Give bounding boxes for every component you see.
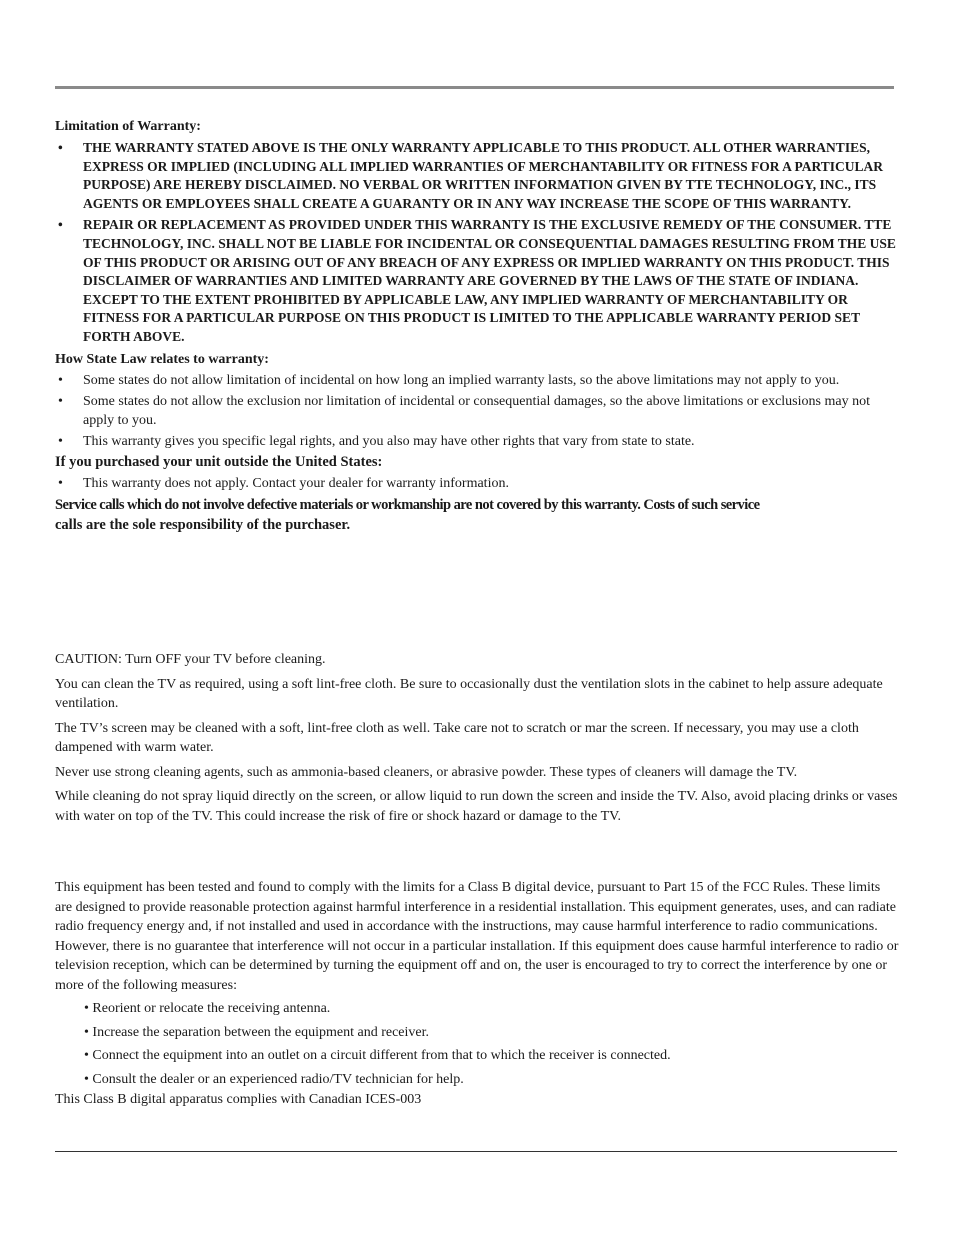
state-law-list: [55, 371, 900, 451]
fcc-measure: • Increase the separation between the equipment and receiver.: [84, 1024, 430, 1040]
state-law-item: • This warranty gives you specific legal rights, and you also may have other rights that vary from state to state.: [55, 432, 900, 451]
care-paragraph: Never use strong cleaning agents, such as ammonia-based cleaners, or abrasive powder. These types of cleaners will damage the TV.: [55, 764, 798, 780]
limitation-item: • THE WARRANTY STATED ABOVE IS THE ONLY WARRANTY APPLICABLE TO THIS PRODUCT. ALL OTHER WARRANTIES, EXPRESS OR IMPLIED (INCLUDING ALL IMPLIED WARRANTIES OF MERCHANTABILITY OR FITNESS FOR A PARTICULAR PURPOSE) ARE HEREBY DISCLAIMED. NO VERBAL OR WRITTEN INFORMATION GIVEN BY TTE TECHNOLOGY, INC., ITS AGENTS OR EMPLOYEES SHALL CREATE A GUARANTY OR IN ANY WAY INCREASE THE SCOPE OF THIS WARRANTY.: [55, 139, 900, 213]
warranty-section: [55, 117, 900, 535]
outside-us-list: [55, 474, 900, 493]
fcc-measures-list: [55, 999, 900, 1089]
outside-us-item: • This warranty does not apply. Contact your dealer for warranty information.: [55, 474, 900, 493]
limitation-list: [55, 139, 900, 347]
service-note-line-2: calls are the sole responsibility of the purchaser.: [55, 516, 351, 533]
service-calls-note: [55, 495, 900, 535]
service-note-line-1: Service calls which do not involve defective materials or workmanship are not covered by this warranty. Costs of such service: [55, 496, 760, 513]
outside-us-heading: If you purchased your unit outside the United States:: [55, 453, 383, 470]
fcc-section: [55, 878, 900, 1110]
fcc-measure: • Connect the equipment into an outlet on a circuit different from that to which the receiver is connected.: [84, 1048, 671, 1063]
state-law-heading: How State Law relates to warranty:: [55, 351, 269, 367]
limitation-heading: Limitation of Warranty:: [55, 119, 201, 134]
canada-compliance: This Class B digital apparatus complies with Canadian ICES-003: [55, 1092, 422, 1107]
care-paragraph: CAUTION: Turn OFF your TV before cleaning.: [55, 652, 326, 667]
state-law-item: • Some states do not allow limitation of incidental on how long an implied warranty lasts, so the above limitations may not apply to you.: [55, 371, 900, 390]
top-rule: [55, 86, 894, 89]
care-paragraph: While cleaning do not spray liquid directly on the screen, or allow liquid to run down the screen and inside the TV. Also, avoid placing drinks or vases with water on top of the TV. This could increase the risk of fire or shock hazard or damage to the TV.: [55, 789, 898, 824]
state-law-item: • Some states do not allow the exclusion nor limitation of incidental or consequential damages, so the above limitations or exclusions may not apply to you.: [55, 392, 900, 430]
fcc-measure: • Consult the dealer or an experienced radio/TV technician for help.: [84, 1071, 464, 1087]
bottom-rule: [55, 1151, 897, 1152]
care-paragraph: You can clean the TV as required, using a soft lint-free cloth. Be sure to occasionally dust the ventilation slots in the cabinet to help assure adequate ventilation.: [55, 676, 883, 711]
limitation-item: • REPAIR OR REPLACEMENT AS PROVIDED UNDER THIS WARRANTY IS THE EXCLUSIVE REMEDY OF THE CONSUMER. TTE TECHNOLOGY, INC. SHALL NOT BE LIABLE FOR INCIDENTAL OR CONSEQUENTIAL DAMAGES RESULTING FROM THE USE OF THIS PRODUCT OR ARISING OUT OF ANY BREACH OF ANY EXPRESS OR IMPLIED WARRANTY ON THIS PRODUCT. THIS DISCLAIMER OF WARRANTIES AND LIMITED WARRANTY ARE GOVERNED BY THE LAWS OF THE STATE OF INDIANA. EXCEPT TO THE EXTENT PROHIBITED BY APPLICABLE LAW, ANY IMPLIED WARRANTY OF MERCHANTABILITY OR FITNESS FOR A PARTICULAR PURPOSE ON THIS PRODUCT IS LIMITED TO THE APPLICABLE WARRANTY PERIOD SET FORTH ABOVE.: [55, 216, 900, 346]
fcc-intro: This equipment has been tested and found to comply with the limits for a Class B digital device, pursuant to Part 15 of the FCC Rules. These limits are designed to provide reasonable protection against harmful interference in a residential installation. This equipment generates, uses, and can radiate radio frequency energy and, if not installed and used in accordance with the instructions, may cause harmful interference to radio communications. However, there is no guarantee that interference will not occur in a particular installation. If this equipment does cause harmful interference to radio or television reception, which can be determined by turning the equipment off and on, the user is encouraged to try to correct the interference by one or more of the following measures:: [55, 880, 899, 993]
care-paragraph: The TV’s screen may be cleaned with a soft, lint-free cloth as well. Take care not to scratch or mar the screen. If necessary, you may use a cloth dampened with warm water.: [55, 720, 859, 755]
fcc-measure: • Reorient or relocate the receiving antenna.: [84, 1001, 331, 1016]
care-and-cleaning-section: [55, 650, 900, 831]
